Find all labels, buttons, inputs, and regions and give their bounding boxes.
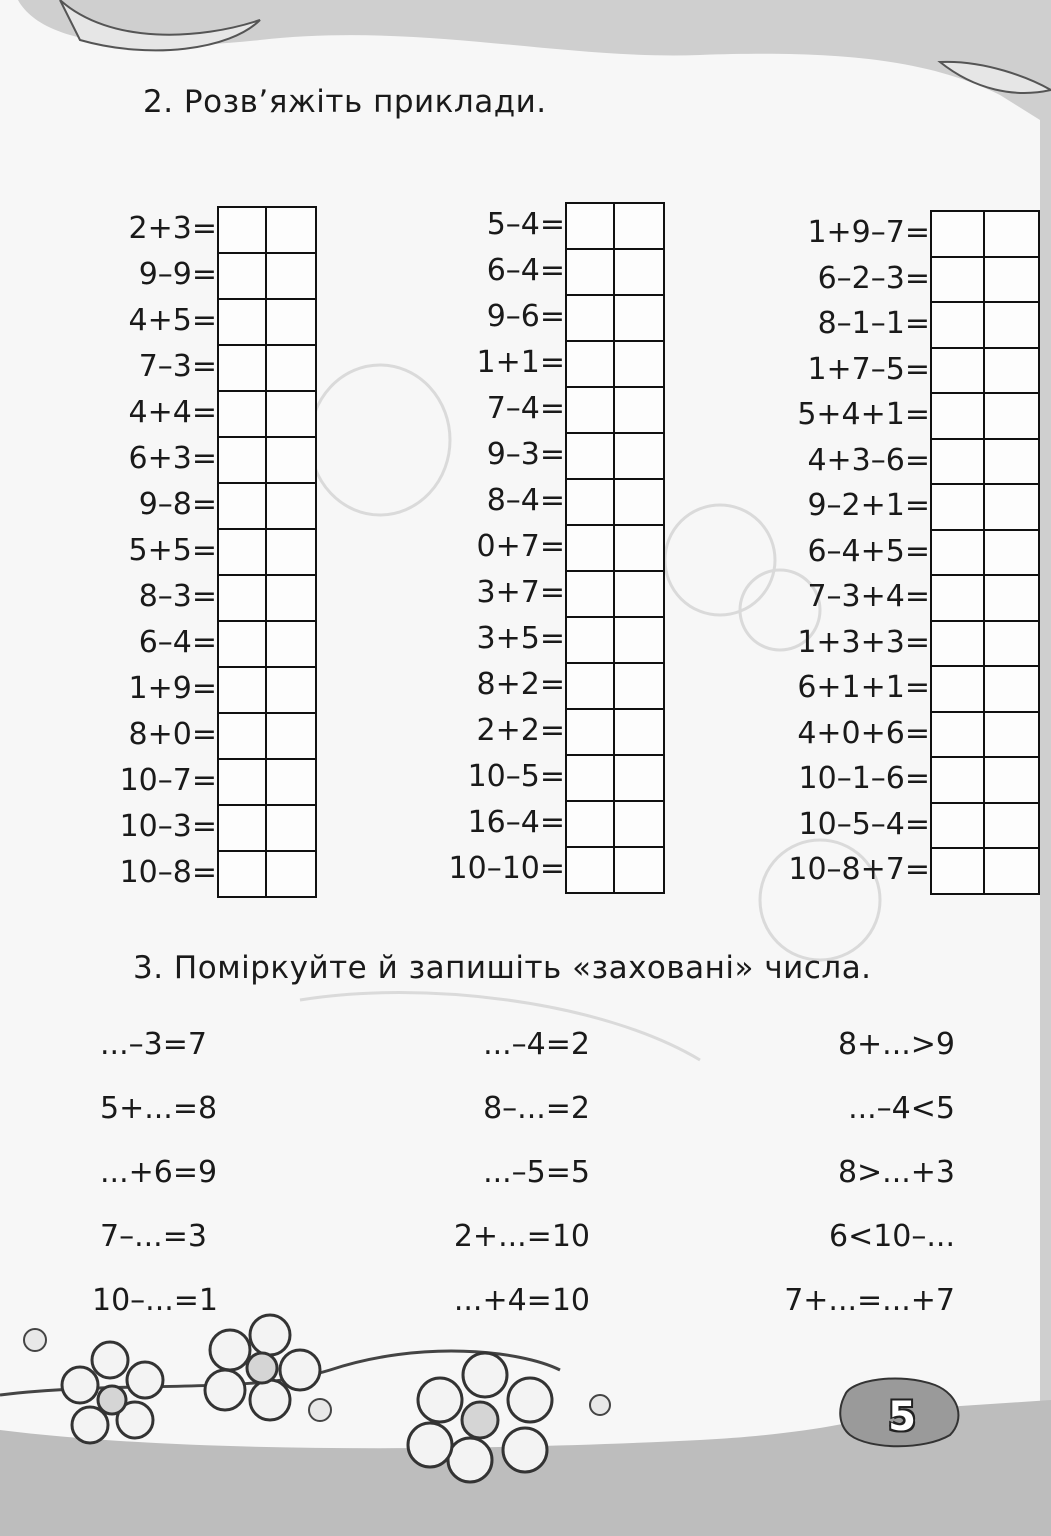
equation-text: 4+5= bbox=[128, 303, 217, 338]
answer-cell[interactable] bbox=[615, 756, 663, 802]
equation-text: 9–9= bbox=[138, 257, 217, 292]
answer-cell[interactable] bbox=[267, 576, 315, 622]
answer-cell[interactable] bbox=[615, 342, 663, 388]
answer-cell[interactable] bbox=[267, 254, 315, 300]
answer-grid bbox=[565, 202, 665, 894]
answer-cell[interactable] bbox=[932, 485, 985, 531]
answer-cell[interactable] bbox=[985, 758, 1038, 804]
answer-cell[interactable] bbox=[567, 848, 615, 894]
answer-cell[interactable] bbox=[932, 849, 985, 895]
answer-cell[interactable] bbox=[932, 531, 985, 577]
equation-text: 3+5= bbox=[476, 621, 565, 656]
equation-text: 2+2= bbox=[476, 713, 565, 748]
answer-cell[interactable] bbox=[615, 250, 663, 296]
answer-cell[interactable] bbox=[267, 852, 315, 898]
answer-cell[interactable] bbox=[615, 480, 663, 526]
equation-text: 6–4+5= bbox=[807, 533, 930, 569]
equation-text: 4+0+6= bbox=[797, 715, 930, 751]
equation-text: 1+9= bbox=[128, 671, 217, 706]
page-number: 5 bbox=[888, 1394, 916, 1440]
equation-text: 8–3= bbox=[138, 579, 217, 614]
answer-cell[interactable] bbox=[219, 392, 267, 438]
hidden-number-equation: 8–...=2 bbox=[483, 1091, 590, 1126]
answer-cell[interactable] bbox=[567, 388, 615, 434]
answer-cell[interactable] bbox=[567, 802, 615, 848]
answer-grid bbox=[217, 206, 317, 898]
answer-cell[interactable] bbox=[615, 802, 663, 848]
equation-text: 6–4= bbox=[486, 253, 565, 288]
answer-cell[interactable] bbox=[615, 388, 663, 434]
answer-cell[interactable] bbox=[932, 758, 985, 804]
answer-cell[interactable] bbox=[267, 438, 315, 484]
hidden-number-equation: 6<10–... bbox=[828, 1219, 955, 1254]
answer-cell[interactable] bbox=[985, 212, 1038, 258]
equation-text: 1+3+3= bbox=[797, 624, 930, 660]
answer-cell[interactable] bbox=[219, 622, 267, 668]
answer-cell[interactable] bbox=[219, 668, 267, 714]
answer-cell[interactable] bbox=[932, 394, 985, 440]
equation-text: 6+3= bbox=[128, 441, 217, 476]
answer-cell[interactable] bbox=[567, 296, 615, 342]
hidden-number-equation: 7+...=...+7 bbox=[784, 1283, 955, 1318]
equation-text: 10–8= bbox=[119, 855, 217, 890]
answer-cell[interactable] bbox=[567, 710, 615, 756]
answer-cell[interactable] bbox=[985, 303, 1038, 349]
answer-cell[interactable] bbox=[615, 572, 663, 618]
equation-text: 5–4= bbox=[486, 207, 565, 242]
equation-text: 16–4= bbox=[467, 805, 565, 840]
answer-cell[interactable] bbox=[567, 526, 615, 572]
answer-cell[interactable] bbox=[219, 254, 267, 300]
answer-cell[interactable] bbox=[219, 576, 267, 622]
answer-cell[interactable] bbox=[985, 531, 1038, 577]
answer-cell[interactable] bbox=[267, 806, 315, 852]
hidden-number-equation: 7–...=3 bbox=[100, 1219, 207, 1254]
answer-cell[interactable] bbox=[615, 296, 663, 342]
answer-cell[interactable] bbox=[932, 622, 985, 668]
equation-text: 3+7= bbox=[476, 575, 565, 610]
answer-cell[interactable] bbox=[932, 804, 985, 850]
answer-cell[interactable] bbox=[267, 668, 315, 714]
hidden-number-equation: 8>...+3 bbox=[837, 1155, 955, 1190]
task-2-title: 2. Розв’яжіть приклади. bbox=[143, 84, 547, 120]
answer-cell[interactable] bbox=[932, 440, 985, 486]
answer-cell[interactable] bbox=[267, 392, 315, 438]
answer-cell[interactable] bbox=[932, 303, 985, 349]
answer-cell[interactable] bbox=[219, 530, 267, 576]
answer-cell[interactable] bbox=[567, 434, 615, 480]
hidden-number-equation: ...+4=10 bbox=[453, 1283, 590, 1318]
equation-text: 6–4= bbox=[138, 625, 217, 660]
equation-text: 7–3+4= bbox=[807, 579, 930, 614]
hidden-number-equation: 2+...=10 bbox=[453, 1219, 590, 1254]
equation-text: 8+2= bbox=[476, 667, 565, 702]
hidden-number-equation: 10–...=1 bbox=[92, 1283, 219, 1318]
answer-cell[interactable] bbox=[932, 713, 985, 759]
answer-cell[interactable] bbox=[985, 713, 1038, 759]
answer-cell[interactable] bbox=[267, 208, 315, 254]
answer-cell[interactable] bbox=[267, 484, 315, 530]
answer-cell[interactable] bbox=[567, 572, 615, 618]
answer-cell[interactable] bbox=[985, 667, 1038, 713]
equation-text: 1+7–5= bbox=[807, 351, 930, 387]
answer-cell[interactable] bbox=[219, 806, 267, 852]
answer-cell[interactable] bbox=[267, 760, 315, 806]
answer-cell[interactable] bbox=[985, 576, 1038, 622]
answer-cell[interactable] bbox=[615, 664, 663, 710]
answer-cell[interactable] bbox=[932, 212, 985, 258]
hidden-number-equation: 5+...=8 bbox=[100, 1091, 218, 1126]
answer-cell[interactable] bbox=[219, 484, 267, 530]
equation-text: 6–2–3= bbox=[817, 260, 930, 296]
answer-cell[interactable] bbox=[985, 622, 1038, 668]
answer-cell[interactable] bbox=[567, 756, 615, 802]
answer-cell[interactable] bbox=[932, 667, 985, 713]
answer-grid bbox=[930, 210, 1040, 895]
equation-text: 9–2+1= bbox=[807, 488, 930, 523]
equation-text: 2+3= bbox=[128, 211, 217, 246]
answer-cell[interactable] bbox=[615, 618, 663, 664]
equation-text: 6+1+1= bbox=[797, 670, 930, 705]
equation-text: 1+9–7= bbox=[807, 215, 930, 250]
answer-cell[interactable] bbox=[219, 852, 267, 898]
answer-cell[interactable] bbox=[615, 848, 663, 894]
answer-cell[interactable] bbox=[219, 300, 267, 346]
equation-text: 1+1= bbox=[476, 345, 565, 380]
answer-cell[interactable] bbox=[567, 480, 615, 526]
answer-cell[interactable] bbox=[985, 440, 1038, 486]
answer-cell[interactable] bbox=[267, 300, 315, 346]
equation-text: 10–10= bbox=[448, 851, 565, 886]
answer-cell[interactable] bbox=[567, 250, 615, 296]
task-3-column-1 bbox=[92, 1025, 300, 1345]
answer-cell[interactable] bbox=[567, 204, 615, 250]
equation-text: 8–1–1= bbox=[817, 306, 930, 341]
answer-cell[interactable] bbox=[615, 526, 663, 572]
answer-cell[interactable] bbox=[567, 342, 615, 388]
equation-text: 10–3= bbox=[119, 809, 217, 844]
answer-cell[interactable] bbox=[267, 530, 315, 576]
answer-cell[interactable] bbox=[219, 346, 267, 392]
answer-cell[interactable] bbox=[219, 438, 267, 484]
hidden-number-equation: ...–5=5 bbox=[483, 1155, 590, 1190]
equation-text: 5+4+1= bbox=[797, 397, 930, 432]
task-3-column-2 bbox=[430, 1025, 590, 1345]
answer-cell[interactable] bbox=[567, 618, 615, 664]
answer-cell[interactable] bbox=[985, 258, 1038, 304]
answer-cell[interactable] bbox=[932, 576, 985, 622]
task-2-column-3 bbox=[770, 210, 1042, 900]
equation-text: 4+3–6= bbox=[807, 442, 930, 478]
equation-text: 7–4= bbox=[486, 391, 565, 426]
equation-text: 10–5–4= bbox=[798, 806, 930, 842]
equation-text: 8–4= bbox=[486, 483, 565, 518]
answer-cell[interactable] bbox=[219, 208, 267, 254]
equation-text: 9–6= bbox=[486, 299, 565, 334]
answer-cell[interactable] bbox=[985, 394, 1038, 440]
hidden-number-equation: ...–4=2 bbox=[483, 1027, 590, 1062]
answer-cell[interactable] bbox=[267, 622, 315, 668]
equation-text: 10–5= bbox=[467, 759, 565, 794]
task-2-column-2 bbox=[430, 202, 667, 892]
answer-cell[interactable] bbox=[615, 204, 663, 250]
equation-text: 0+7= bbox=[476, 529, 565, 564]
equation-text: 10–8+7= bbox=[788, 852, 930, 887]
equation-text: 10–7= bbox=[119, 763, 217, 798]
equation-text: 8+0= bbox=[128, 717, 217, 752]
answer-cell[interactable] bbox=[932, 258, 985, 304]
answer-cell[interactable] bbox=[567, 664, 615, 710]
answer-cell[interactable] bbox=[267, 714, 315, 760]
answer-cell[interactable] bbox=[267, 346, 315, 392]
hidden-number-equation: ...+6=9 bbox=[100, 1155, 218, 1190]
equation-text: 9–8= bbox=[138, 487, 217, 522]
answer-cell[interactable] bbox=[985, 349, 1038, 395]
answer-cell[interactable] bbox=[985, 804, 1038, 850]
hidden-number-equation: 8+...>9 bbox=[837, 1027, 955, 1062]
answer-cell[interactable] bbox=[219, 714, 267, 760]
answer-cell[interactable] bbox=[219, 760, 267, 806]
task-3-title: 3. Поміркуйте й запишіть «заховані» числа. bbox=[133, 950, 872, 986]
hidden-number-equation: ...–4<5 bbox=[848, 1091, 955, 1126]
task-3-column-3 bbox=[760, 1025, 955, 1345]
equation-text: 7–3= bbox=[138, 349, 217, 384]
equation-text: 10–1–6= bbox=[798, 761, 930, 796]
equation-text: 9–3= bbox=[486, 437, 565, 472]
equation-text: 5+5= bbox=[128, 533, 217, 568]
task-2-column-1 bbox=[95, 206, 320, 896]
answer-cell[interactable] bbox=[615, 434, 663, 480]
hidden-number-equation: ...–3=7 bbox=[100, 1027, 207, 1062]
answer-cell[interactable] bbox=[615, 710, 663, 756]
answer-cell[interactable] bbox=[932, 349, 985, 395]
equation-text: 4+4= bbox=[128, 395, 217, 430]
answer-cell[interactable] bbox=[985, 485, 1038, 531]
answer-cell[interactable] bbox=[985, 849, 1038, 895]
